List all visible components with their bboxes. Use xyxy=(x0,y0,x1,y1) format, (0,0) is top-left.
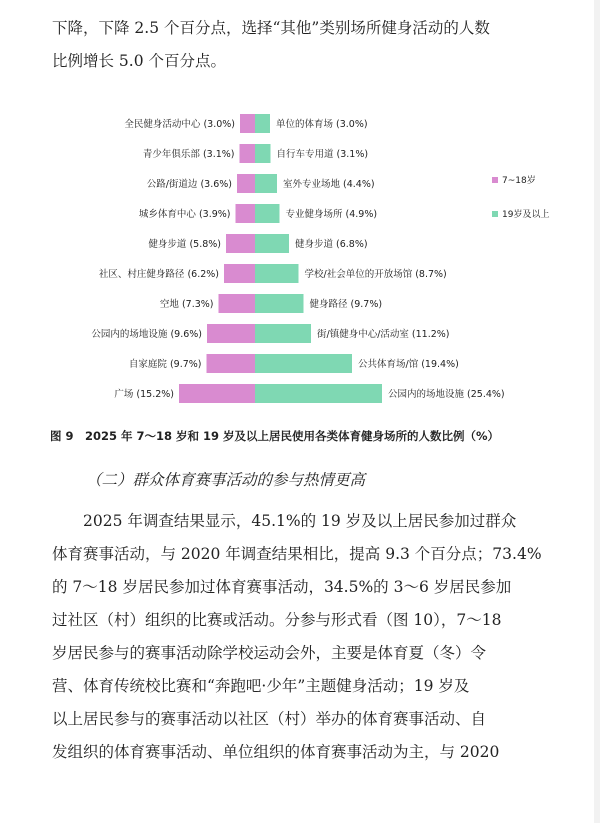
bar-label-youth: 城乡体育中心 (3.9%) xyxy=(138,209,231,220)
bar-youth xyxy=(240,144,256,163)
bar-label-adult: 学校/社会单位的开放场馆 (8.7%) xyxy=(304,269,447,280)
bar-youth xyxy=(236,204,256,223)
bar-label-adult: 公园内的场地设施 (25.4%) xyxy=(388,389,505,400)
bar-label-youth: 广场 (15.2%) xyxy=(114,389,174,400)
bar-label-adult: 专业健身场所 (4.9%) xyxy=(285,209,378,220)
section-heading: （二）群众体育赛事活动的参与热情更高 xyxy=(86,471,366,489)
text-line: 下降，下降 2.5 个百分点，选择“其他”类别场所健身活动的人数 xyxy=(52,19,490,37)
bar-youth xyxy=(207,354,256,373)
bar-label-youth: 社区、村庄健身路径 (6.2%) xyxy=(98,269,219,280)
bar-adult xyxy=(255,144,271,163)
bar-label-adult: 自行车专用道 (3.1%) xyxy=(276,149,369,160)
legend-swatch-adult xyxy=(492,211,498,217)
text-line: 岁居民参与的赛事活动除学校运动会外，主要是体育夏（冬）令 xyxy=(52,644,487,662)
legend-swatch-youth xyxy=(492,177,498,183)
bar-label-adult: 健身步道 (6.8%) xyxy=(295,239,368,250)
bar-label-youth: 公园内的场地设施 (9.6%) xyxy=(91,329,202,340)
bar-youth xyxy=(179,384,255,403)
bar-adult xyxy=(255,264,299,283)
bar-adult xyxy=(255,294,304,313)
legend-label-adult: 19岁及以上 xyxy=(502,210,550,220)
bar-label-adult: 单位的体育场 (3.0%) xyxy=(276,119,368,130)
bar-label-youth: 青少年俱乐部 (3.1%) xyxy=(142,149,235,160)
bar-label-youth: 全民健身活动中心 (3.0%) xyxy=(124,119,235,130)
diverging-bar-chart xyxy=(0,108,600,418)
bar-adult xyxy=(255,354,352,373)
chart-legend xyxy=(492,174,549,220)
text-line: 的 7～18 岁居民参加过体育赛事活动，34.5%的 3～6 岁居民参加 xyxy=(52,578,512,596)
bar-adult xyxy=(255,234,289,253)
bar-label-youth: 健身步道 (5.8%) xyxy=(148,239,221,250)
bar-youth xyxy=(240,114,255,133)
figure-caption: 图 9 2025 年 7～18 岁和 19 岁及以上居民使用各类体育健身场所的人数比例（%） xyxy=(50,429,500,443)
bar-youth xyxy=(237,174,255,193)
page-edge xyxy=(594,0,600,823)
text-line: 以上居民参与的赛事活动以社区（村）举办的体育赛事活动、自 xyxy=(52,710,487,728)
bar-label-adult: 健身路径 (9.7%) xyxy=(309,299,383,310)
bar-adult xyxy=(255,324,311,343)
bar-label-adult: 室外专业场地 (4.4%) xyxy=(283,179,375,190)
legend-label-youth: 7~18岁 xyxy=(502,176,536,186)
bar-adult xyxy=(255,114,270,133)
text-line: 过社区（村）组织的比赛或活动。分参与形式看（图 10），7～18 xyxy=(52,611,502,629)
body-paragraph xyxy=(52,505,562,769)
bar-youth xyxy=(219,294,256,313)
bar-adult xyxy=(255,384,382,403)
bar-label-youth: 公路/街道边 (3.6%) xyxy=(146,179,232,190)
bar-adult xyxy=(255,174,277,193)
bar-youth xyxy=(224,264,255,283)
text-line: 比例增长 5.0 个百分点。 xyxy=(52,52,227,70)
text-line: 营、体育传统校比赛和“奔跑吧·少年”主题健身活动；19 岁及 xyxy=(52,677,470,695)
bar-youth xyxy=(226,234,255,253)
bar-label-adult: 公共体育场/馆 (19.4%) xyxy=(358,359,459,370)
text-line: 2025 年调查结果显示，45.1%的 19 岁及以上居民参加过群众 xyxy=(52,512,517,530)
bar-youth xyxy=(207,324,255,343)
bar-adult xyxy=(255,204,280,223)
bar-label-youth: 空地 (7.3%) xyxy=(159,299,214,310)
bar-label-youth: 自家庭院 (9.7%) xyxy=(128,359,202,370)
bar-label-adult: 街/镇健身中心/活动室 (11.2%) xyxy=(317,329,450,340)
text-line: 发组织的体育赛事活动、单位组织的体育赛事活动为主，与 2020 xyxy=(52,743,500,761)
text-line: 体育赛事活动，与 2020 年调查结果相比，提高 9.3 个百分点；73.4% xyxy=(52,545,542,563)
intro-paragraph xyxy=(52,12,562,78)
